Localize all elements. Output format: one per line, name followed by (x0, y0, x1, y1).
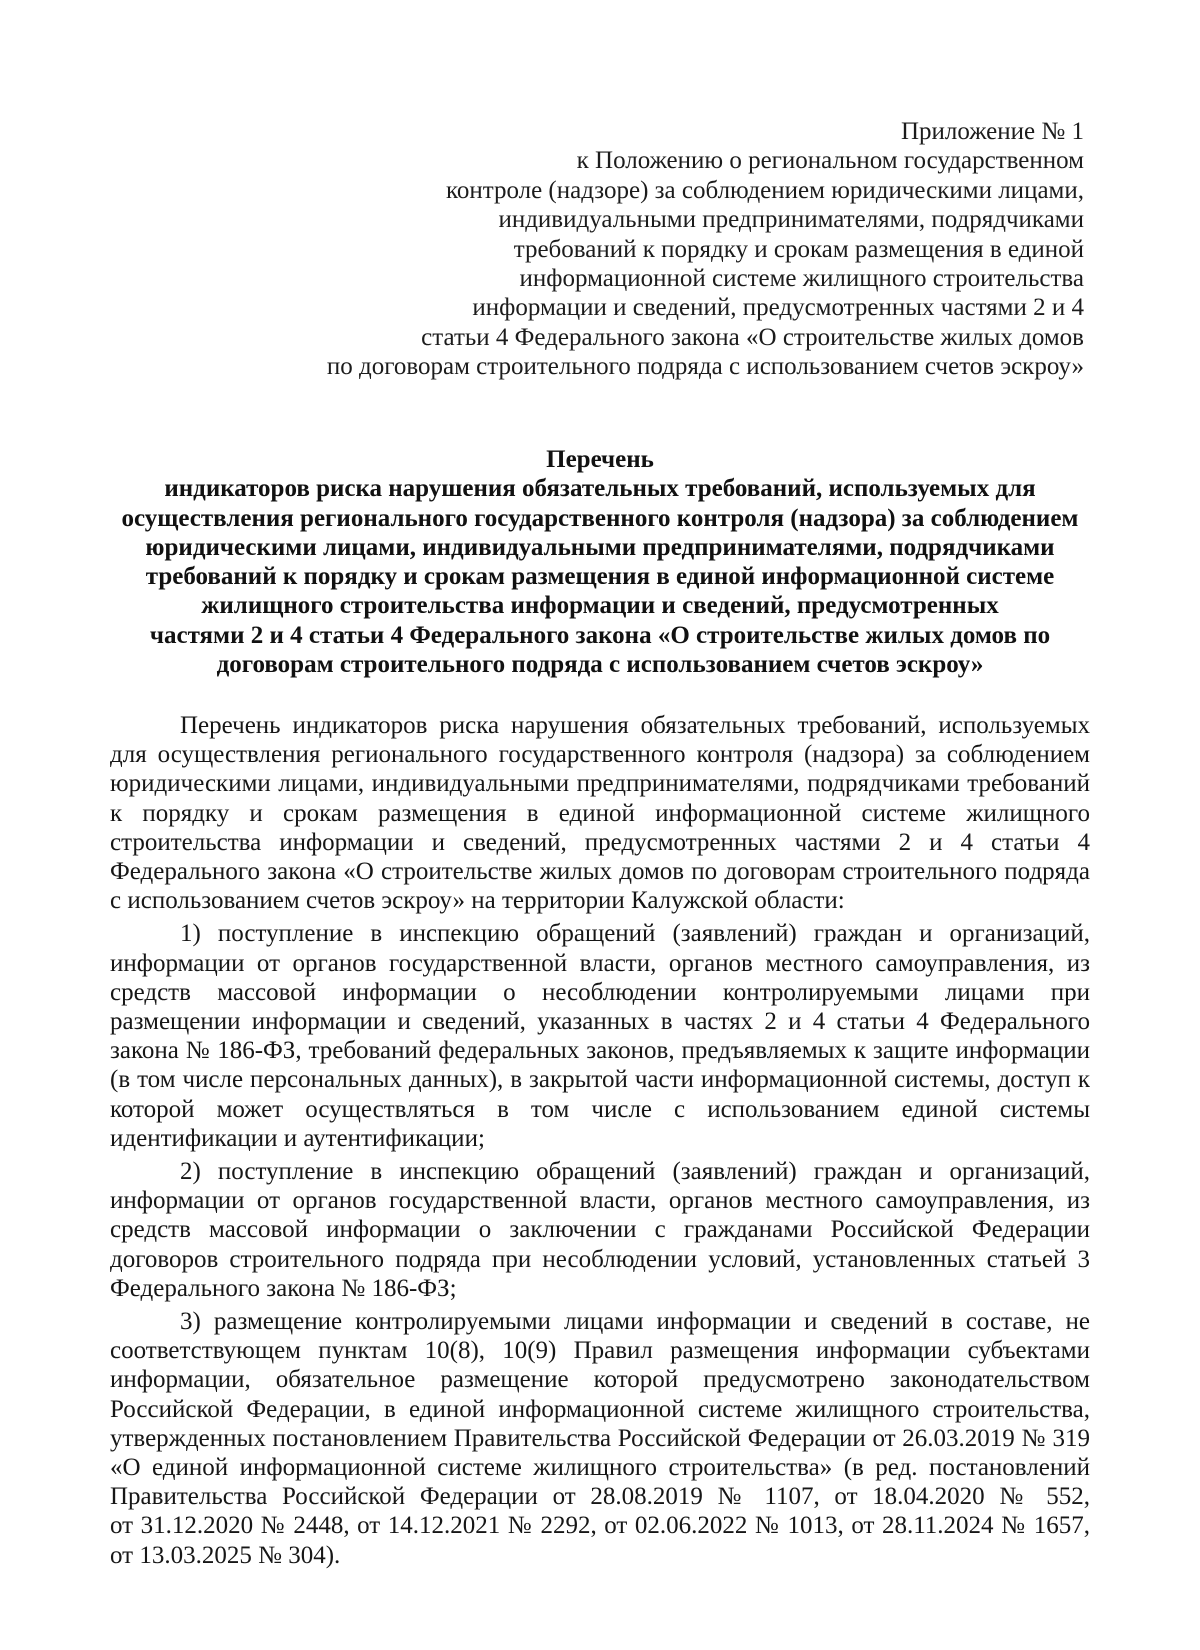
text-line: информации, обязательное размещение которой предусмотрено законодательством (110, 1366, 1090, 1394)
appendix-line: контроле (надзоре) за соблюдением юридическими лицами, (445, 176, 1084, 204)
text-line: (в том числе персональных данных), в закрытой части информационной системы, доступ к (110, 1066, 1090, 1094)
appendix-line: информационной системе жилищного строительства (519, 265, 1084, 293)
text-line: от 13.03.2025 № 304). (110, 1541, 341, 1569)
text-line: Правительства Российской Федерации от 28.08.2019 № 1107, от 18.04.2020 № 552, (110, 1483, 1090, 1511)
text-line: средств массовой информации о несоблюдении контролируемыми лицами при (110, 978, 1090, 1006)
title-line: частями 2 и 4 статьи 4 Федерального закона «О строительстве жилых домов по (149, 621, 1051, 649)
text-line: юридическими лицами, индивидуальными предпринимателями, подрядчиками требований (110, 770, 1090, 798)
text-line: Перечень индикаторов риска нарушения обязательных требований, используемых (180, 712, 1090, 739)
appendix-line: требований к порядку и срокам размещения в единой (513, 235, 1084, 263)
appendix-line: по договорам строительного подряда с использованием счетов эскроу» (326, 353, 1084, 381)
text-line: от 31.12.2020 № 2448, от 14.12.2021 № 2292, от 02.06.2022 № 1013, от 28.11.2024 № 1657, (110, 1512, 1090, 1540)
appendix-line: индивидуальными предпринимателями, подрядчиками (498, 206, 1084, 234)
list-item-1 (110, 919, 1090, 1153)
list-item-2 (110, 1157, 1090, 1303)
appendix-line: информации и сведений, предусмотренных частями 2 и 4 (472, 294, 1084, 322)
appendix-reference (304, 117, 1084, 382)
appendix-line: к Положению о региональном государственном (576, 147, 1084, 175)
text-line: для осуществления регионального государственного контроля (надзора) за соблюдением (110, 741, 1090, 769)
document-title (110, 445, 1090, 679)
text-line: 2) поступление в инспекцию обращений (заявлений) граждан и организаций, (180, 1158, 1090, 1186)
text-line: «О единой информационной системе жилищного строительства» (в ред. постановлений (110, 1454, 1090, 1482)
title-line: Перечень (546, 446, 654, 473)
title-line: договорам строительного подряда с использованием счетов эскроу» (216, 651, 984, 679)
text-line: 3) размещение контролируемыми лицами информации и сведений в составе, не (180, 1308, 1090, 1336)
text-line: Российской Федерации, в единой информационной системе жилищного строительства, (110, 1395, 1090, 1423)
title-line: требований к порядку и срокам размещения в единой информационной системе (145, 563, 1055, 591)
text-line: утвержденных постановлением Правительства Российской Федерации от 26.03.2019 № 319 (110, 1424, 1090, 1452)
title-line: юридическими лицами, индивидуальными предпринимателями, подрядчиками (145, 533, 1055, 561)
text-line: средств массовой информации о заключении с гражданами Российской Федерации (110, 1216, 1090, 1244)
text-line: договоров строительного подряда при несоблюдении условий, установленных статьей 3 (110, 1245, 1090, 1273)
text-line: информации от органов государственной власти, органов местного самоуправления, из (110, 1187, 1090, 1215)
title-line: индикаторов риска нарушения обязательных требований, используемых для (164, 475, 1036, 503)
text-line: информации от органов государственной власти, органов местного самоуправления, из (110, 949, 1090, 977)
appendix-line: Приложение № 1 (900, 118, 1084, 145)
title-line: осуществления регионального государственного контроля (надзора) за соблюдением (121, 504, 1079, 532)
title-line: жилищного строительства информации и сведений, предусмотренных (201, 592, 999, 620)
text-line: размещении информации и сведений, указанных в частях 2 и 4 статьи 4 Федерального (110, 1008, 1090, 1036)
text-line: закона № 186-ФЗ, требований федеральных законов, предъявляемых к защите информации (110, 1037, 1090, 1065)
text-line: идентификации и аутентификации; (110, 1124, 485, 1152)
text-line: соответствующем пунктам 10(8), 10(9) Правил размещения информации субъектами (110, 1337, 1090, 1365)
text-line: с использованием счетов эскроу» на территории Калужской области: (110, 887, 845, 915)
intro-paragraph (110, 711, 1090, 915)
text-line: строительства информации и сведений, предусмотренных частями 2 и 4 статьи 4 (110, 828, 1090, 856)
text-line: к порядку и срокам размещения в единой информационной системе жилищного (110, 799, 1090, 827)
text-line: Федерального закона «О строительстве жилых домов по договорам строительного подряда (110, 858, 1090, 886)
document-body (110, 711, 1090, 1574)
text-line: которой может осуществляться в том числе с использованием единой системы (110, 1095, 1090, 1123)
text-line: 1) поступление в инспекцию обращений (заявлений) граждан и организаций, (180, 920, 1090, 948)
appendix-line: статьи 4 Федерального закона «О строительстве жилых домов (421, 323, 1084, 351)
text-line: Федерального закона № 186-ФЗ; (110, 1274, 457, 1302)
list-item-3 (110, 1307, 1090, 1570)
